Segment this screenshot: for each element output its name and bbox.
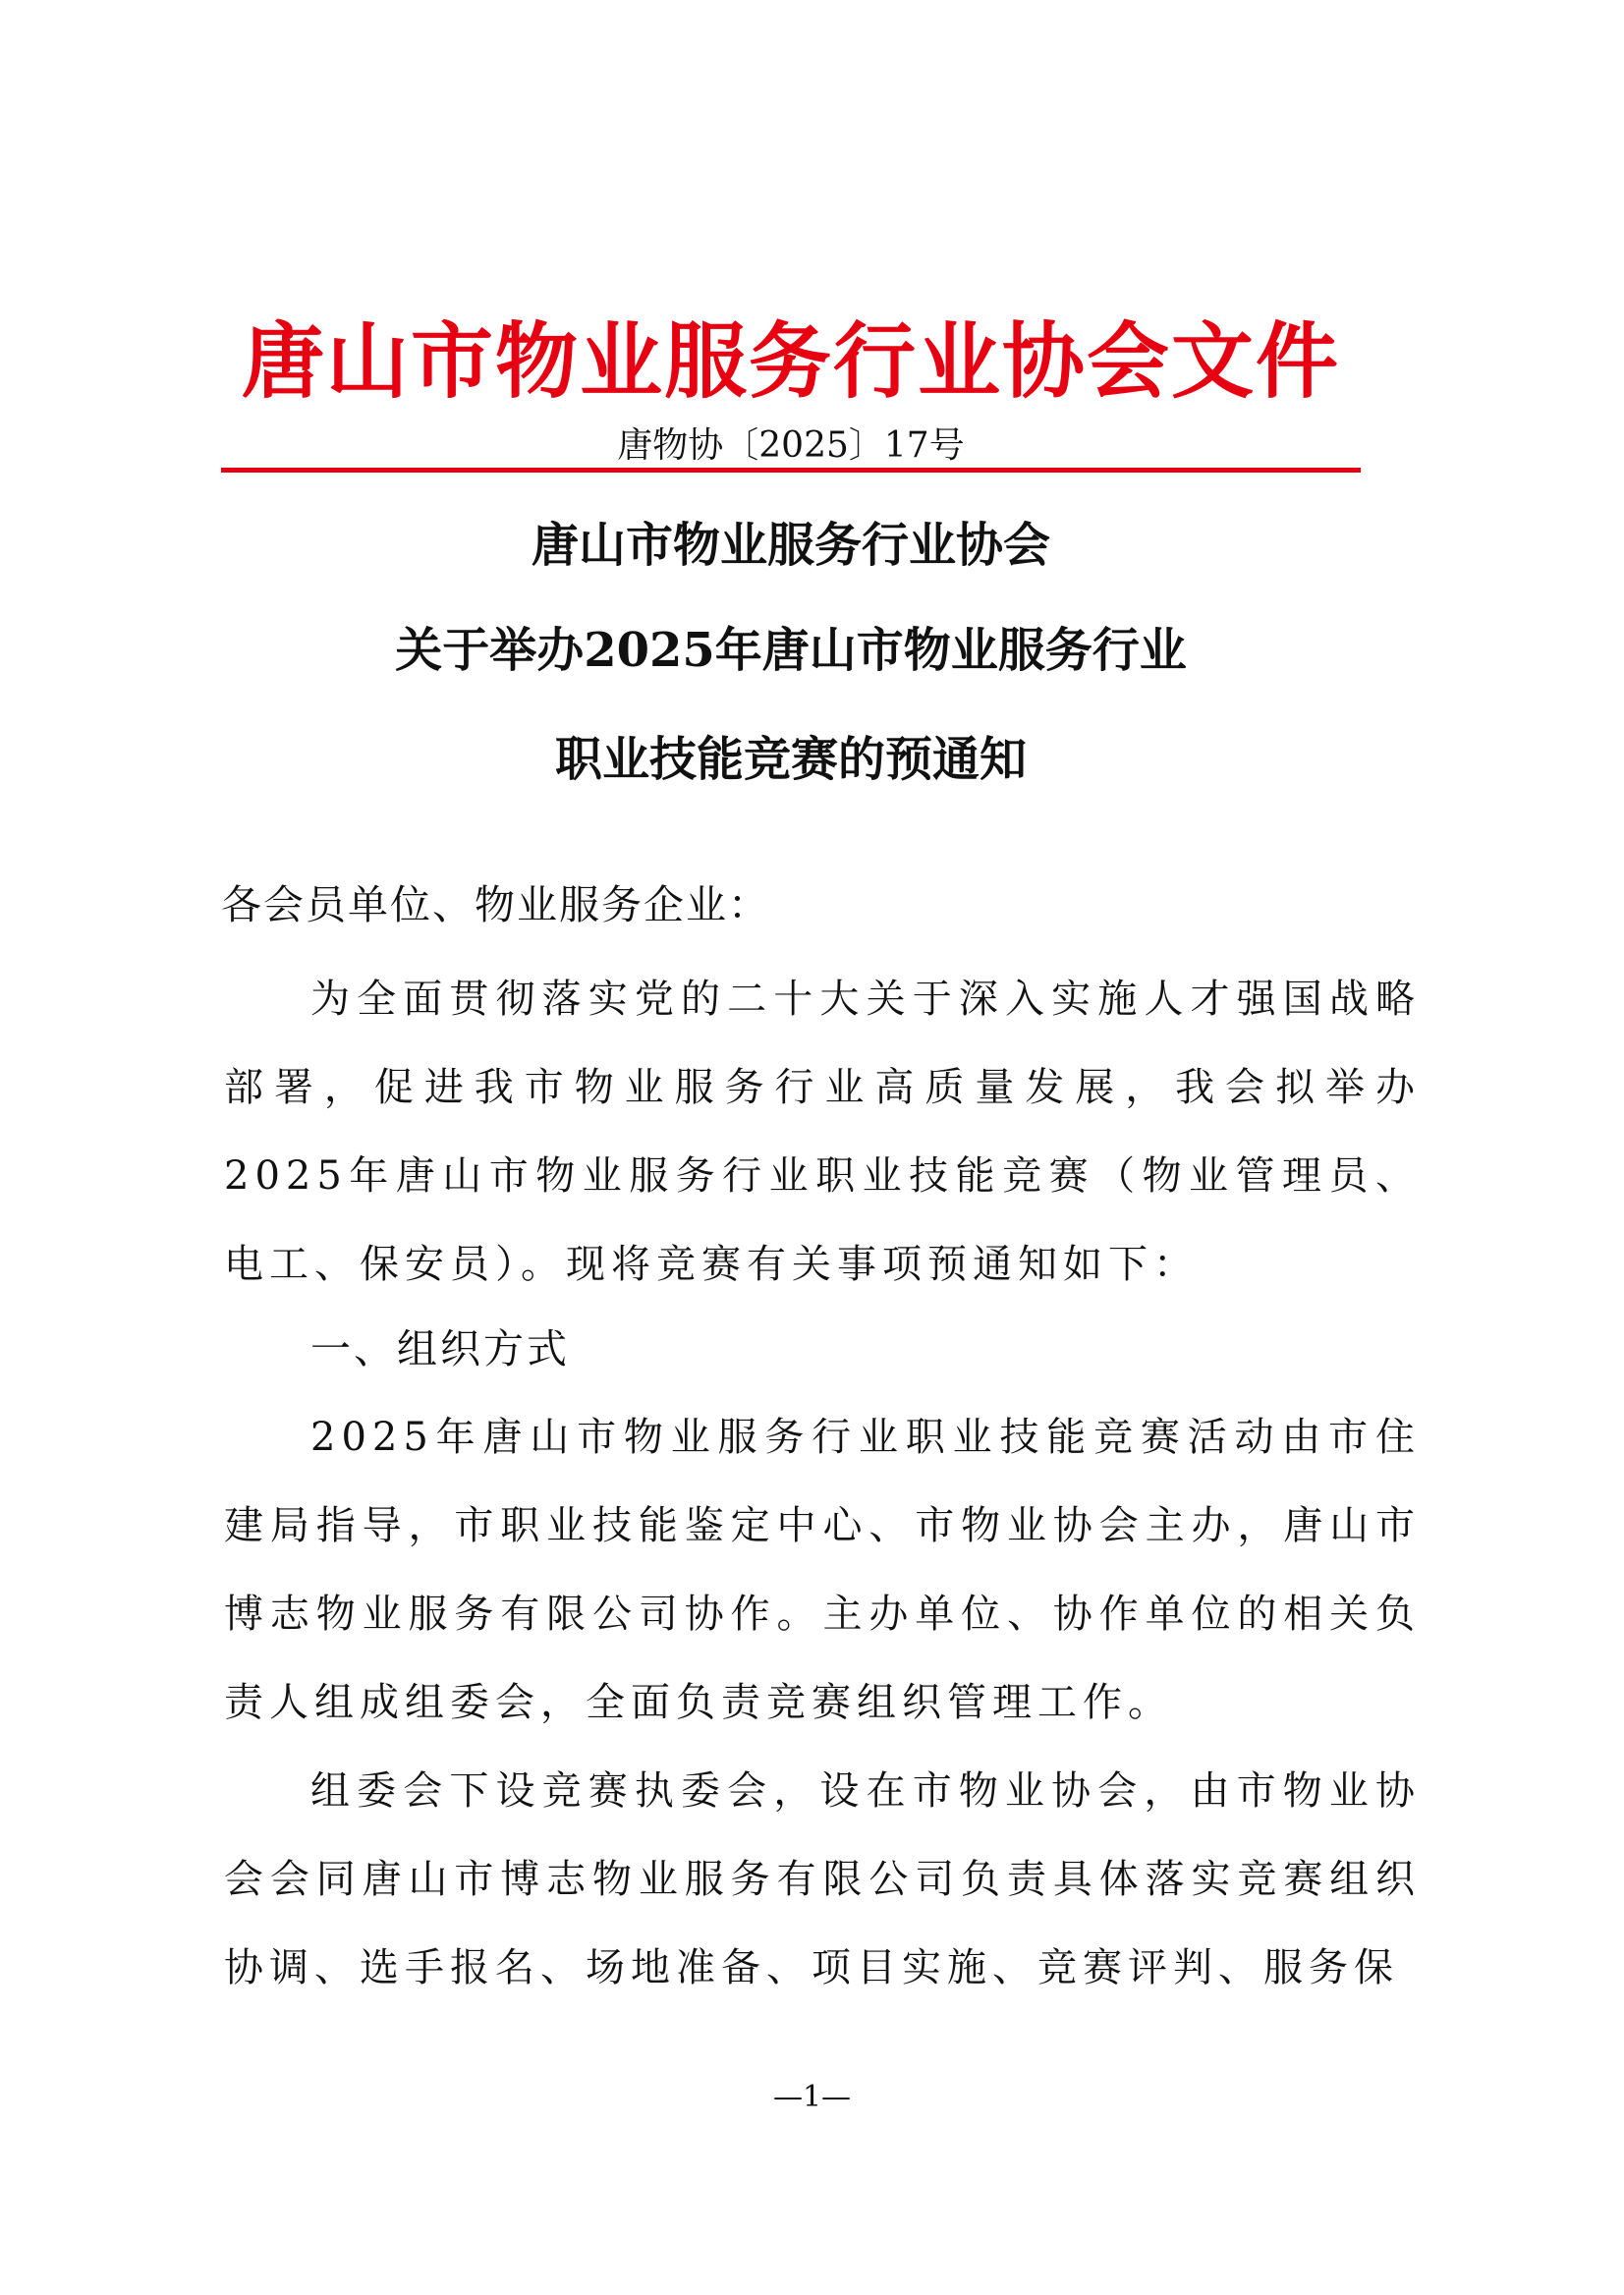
notice-title-line-3: 职业技能竞赛的预通知 — [554, 732, 1027, 787]
paragraph-organization: 2025年唐山市物业服务行业职业技能竞赛活动由市住建局指导，市职业技能鉴定中心、市物业协会主办，唐山市博志物业服务有限公司协作。主办单位、协作单位的相关负责人组成组委会，全面负责竞赛组织管理工作。 — [224, 1415, 1421, 1725]
section-heading-organization: 一、组织方式 — [310, 1325, 570, 1372]
paragraph-committee: 组委会下设竞赛执委会，设在市物业协会，由市物业协会会同唐山市博志物业服务有限公司负责具体落实竞赛组织协调、选手报名、场地准备、项目实施、竞赛评判、服务保 — [224, 1768, 1421, 1990]
notice-title-line-2: 关于举办2025年唐山市物业服务行业 — [395, 623, 1187, 678]
org-header-title: 唐山市物业服务行业协会文件 — [241, 313, 1340, 410]
notice-title-line-1: 唐山市物业服务行业协会 — [531, 518, 1050, 573]
paragraph-intro: 为全面贯彻落实党的二十大关于深入实施人才强国战略部署，促进我市物业服务行业高质量发展，我会拟举办2025年唐山市物业服务行业职业技能竞赛（物业管理员、电工、保安员）。现将竞赛有关事项预通知如下： — [224, 977, 1421, 1287]
document-number: 唐物协〔2025〕17号 — [617, 425, 965, 466]
salutation: 各会员单位、物业服务企业： — [221, 881, 770, 928]
page-number: —1— — [772, 2080, 852, 2114]
red-divider-line — [221, 468, 1361, 473]
